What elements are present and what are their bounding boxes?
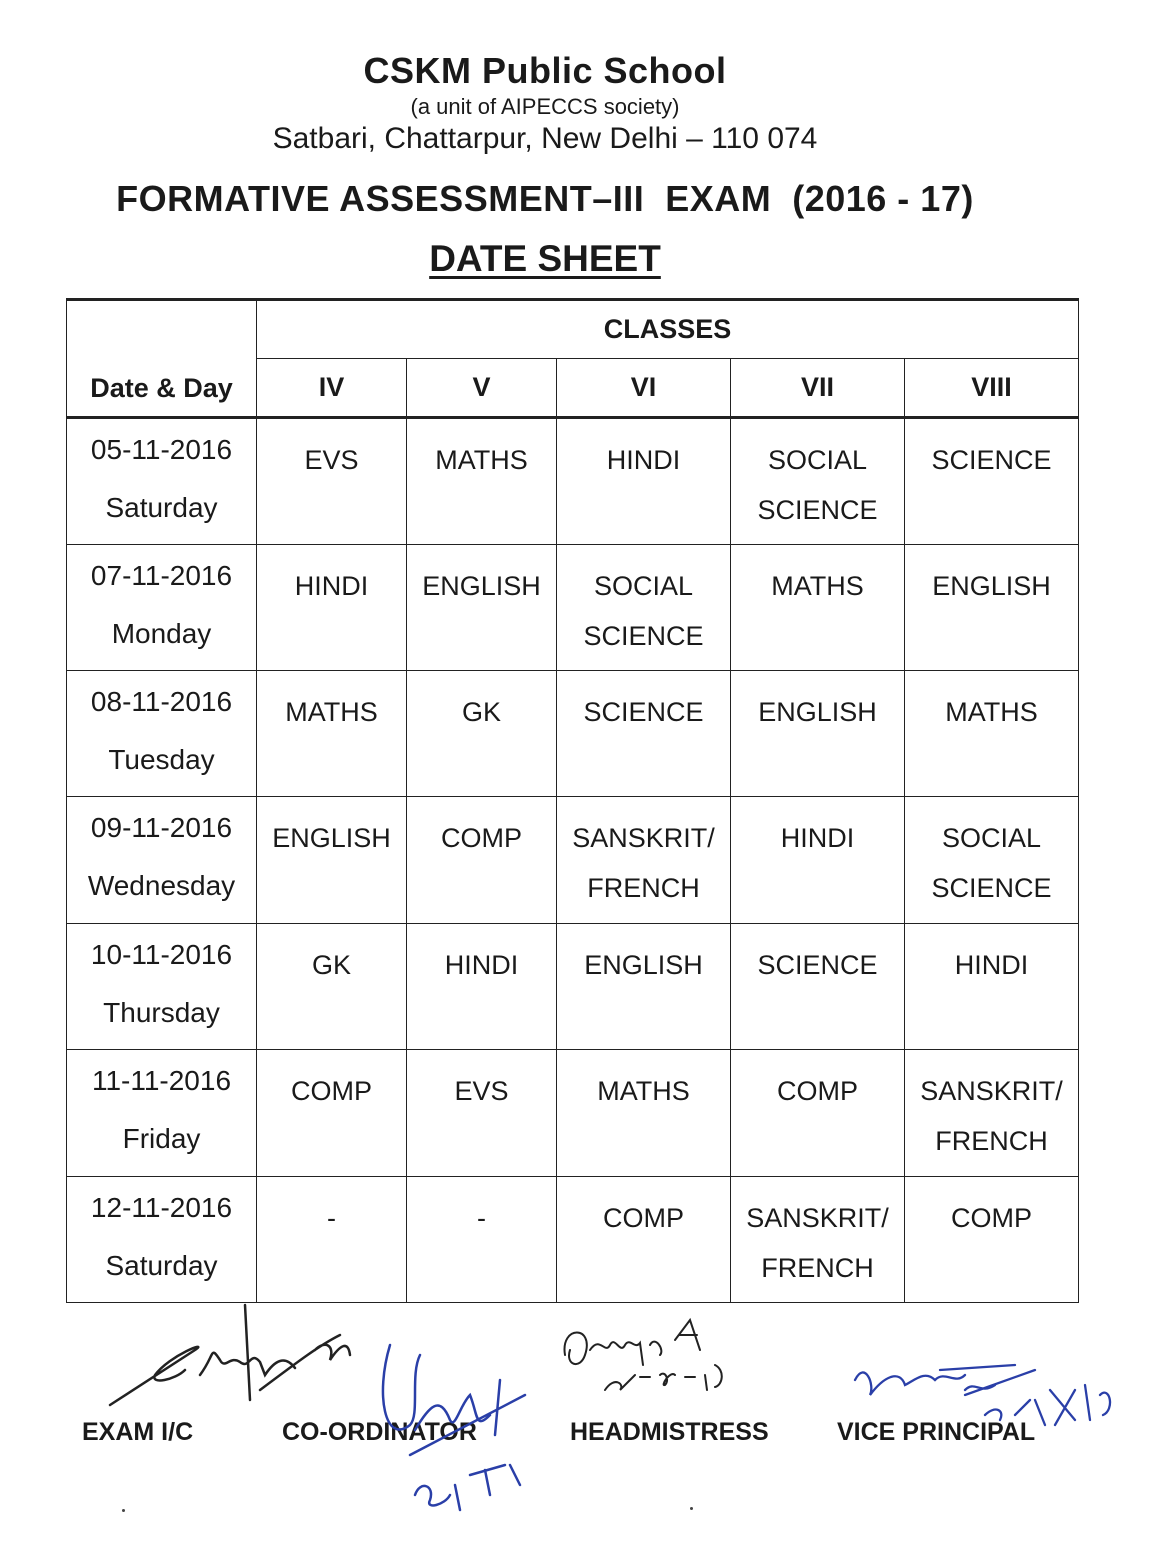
subject-cell <box>257 544 407 670</box>
subject-text: EVS <box>454 1076 509 1107</box>
subject-text: HINDI <box>294 570 369 601</box>
subject-cell <box>257 1176 407 1302</box>
subject-text: GK <box>311 949 351 980</box>
subject-text: FRENCH <box>761 1252 874 1283</box>
subject-cell <box>557 797 731 923</box>
date-day-cell <box>67 671 257 797</box>
subject-cell <box>905 923 1079 1049</box>
subject-text: SANSKRIT/ <box>572 823 715 854</box>
subject-text: ENGLISH <box>758 697 877 728</box>
date-sheet-title: DATE SHEET <box>429 238 661 279</box>
headmistress-label: HEADMISTRESS <box>570 1418 769 1446</box>
subject-text: HINDI <box>606 445 681 476</box>
subject-cell <box>905 797 1079 923</box>
subject-cell <box>407 418 557 544</box>
scan-speck <box>690 1507 693 1510</box>
subject-text: COMP <box>441 823 522 854</box>
subject-text: EVS <box>304 445 359 476</box>
table-row <box>67 544 1079 670</box>
exam-day: Wednesday <box>87 870 236 902</box>
coordinator-signature <box>360 1335 540 1525</box>
subject-text: COMP <box>291 1076 372 1107</box>
subject-cell <box>557 544 731 670</box>
exam-date: 11-11-2016 <box>91 1065 232 1097</box>
date-day-cell <box>67 923 257 1049</box>
subject-text: SCIENCE <box>583 620 704 651</box>
subject-text: MATHS <box>597 1076 690 1107</box>
subject-cell <box>557 1050 731 1176</box>
subject-cell <box>905 671 1079 797</box>
subject-text: GK <box>461 697 501 728</box>
subject-cell <box>257 671 407 797</box>
subject-text: MATHS <box>771 570 864 601</box>
subject-text: SCIENCE <box>757 495 878 526</box>
subject-text: SCIENCE <box>931 445 1052 476</box>
subject-cell <box>407 1176 557 1302</box>
subject-cell <box>257 418 407 544</box>
subject-cell <box>731 1176 905 1302</box>
subject-cell <box>905 544 1079 670</box>
subject-text: HINDI <box>954 949 1029 980</box>
subject-text: ENGLISH <box>422 570 541 601</box>
exam-day: Saturday <box>105 1249 218 1281</box>
subject-cell <box>731 923 905 1049</box>
subject-text: ENGLISH <box>932 570 1051 601</box>
subject-cell <box>407 923 557 1049</box>
vice-principal-signature <box>845 1340 1125 1430</box>
date-day-cell <box>67 544 257 670</box>
table-row <box>67 797 1079 923</box>
exam-day: Thursday <box>103 996 220 1028</box>
exam-ic-signature <box>100 1300 360 1420</box>
subject-text: COMP <box>777 1076 858 1107</box>
vice-principal-label: VICE PRINCIPAL <box>837 1418 1036 1446</box>
subject-text: MATHS <box>945 697 1038 728</box>
class-header-iv: IV <box>257 359 407 418</box>
exam-day: Saturday <box>105 492 218 524</box>
subject-cell <box>257 923 407 1049</box>
subject-text: COMP <box>951 1202 1032 1233</box>
date-day-cell <box>67 1176 257 1302</box>
exam-date: 05-11-2016 <box>90 434 233 466</box>
subject-text: SOCIAL <box>593 570 694 601</box>
class-header-v: V <box>407 359 557 418</box>
subject-cell <box>257 1050 407 1176</box>
table-row <box>67 1176 1079 1302</box>
exam-day: Tuesday <box>108 744 215 776</box>
subject-cell <box>407 671 557 797</box>
school-address: Satbari, Chattarpur, New Delhi – 110 074 <box>272 122 818 155</box>
school-name: CSKM Public School <box>363 50 727 91</box>
subject-text: SOCIAL <box>767 445 868 476</box>
subject-cell <box>905 418 1079 544</box>
subject-text: FRENCH <box>587 873 700 904</box>
subject-cell <box>905 1050 1079 1176</box>
classes-header: CLASSES <box>257 300 1079 359</box>
date-day-cell <box>67 797 257 923</box>
subject-cell <box>731 544 905 670</box>
subject-text: SCIENCE <box>583 697 704 728</box>
table-row <box>67 671 1079 797</box>
scan-speck <box>122 1509 125 1512</box>
exam-day: Friday <box>122 1123 201 1155</box>
subject-cell <box>407 797 557 923</box>
headmistress-signature <box>555 1315 755 1395</box>
subject-text: SCIENCE <box>757 949 878 980</box>
subject-text: SCIENCE <box>931 873 1052 904</box>
subject-text: COMP <box>603 1202 684 1233</box>
exam-date: 12-11-2016 <box>90 1191 233 1223</box>
class-header-vii: VII <box>731 359 905 418</box>
subject-cell <box>731 1050 905 1176</box>
exam-date: 07-11-2016 <box>90 559 233 591</box>
subject-cell <box>557 671 731 797</box>
date-sheet-table <box>66 298 1079 1303</box>
table-row <box>67 1050 1079 1176</box>
subject-cell <box>557 418 731 544</box>
subject-text: ENGLISH <box>272 823 391 854</box>
subject-text: MATHS <box>435 445 528 476</box>
subject-text: - <box>327 1202 336 1233</box>
class-header-viii: VIII <box>905 359 1079 418</box>
subject-cell <box>731 418 905 544</box>
subject-cell <box>407 544 557 670</box>
exam-date: 08-11-2016 <box>90 686 233 718</box>
subject-cell <box>557 923 731 1049</box>
exam-day: Monday <box>111 617 212 649</box>
table-row <box>67 923 1079 1049</box>
subject-cell <box>731 671 905 797</box>
subject-text: HINDI <box>444 949 519 980</box>
subject-text: SOCIAL <box>941 823 1042 854</box>
subject-cell <box>557 1176 731 1302</box>
coordinator-label: CO-ORDINATOR <box>282 1418 477 1446</box>
class-header-vi: VI <box>557 359 731 418</box>
table-row <box>67 418 1079 544</box>
exam-date: 09-11-2016 <box>90 812 233 844</box>
subject-text: FRENCH <box>935 1126 1048 1157</box>
exam-ic-label: EXAM I/C <box>82 1418 194 1446</box>
subject-cell <box>257 797 407 923</box>
subject-text: HINDI <box>780 823 855 854</box>
society-line: (a unit of AIPECCS society) <box>410 94 680 119</box>
date-day-cell <box>67 418 257 544</box>
subject-text: ENGLISH <box>584 949 703 980</box>
subject-cell <box>407 1050 557 1176</box>
subject-text: - <box>477 1202 486 1233</box>
exam-title: FORMATIVE ASSESSMENT–III EXAM (2016 - 17) <box>116 178 974 219</box>
date-day-header: Date & Day <box>67 300 257 418</box>
date-day-cell <box>67 1050 257 1176</box>
subject-cell <box>731 797 905 923</box>
exam-date: 10-11-2016 <box>90 938 233 970</box>
subject-text: SANSKRIT/ <box>746 1202 889 1233</box>
subject-text: MATHS <box>285 697 378 728</box>
subject-cell <box>905 1176 1079 1302</box>
subject-text: SANSKRIT/ <box>920 1076 1063 1107</box>
